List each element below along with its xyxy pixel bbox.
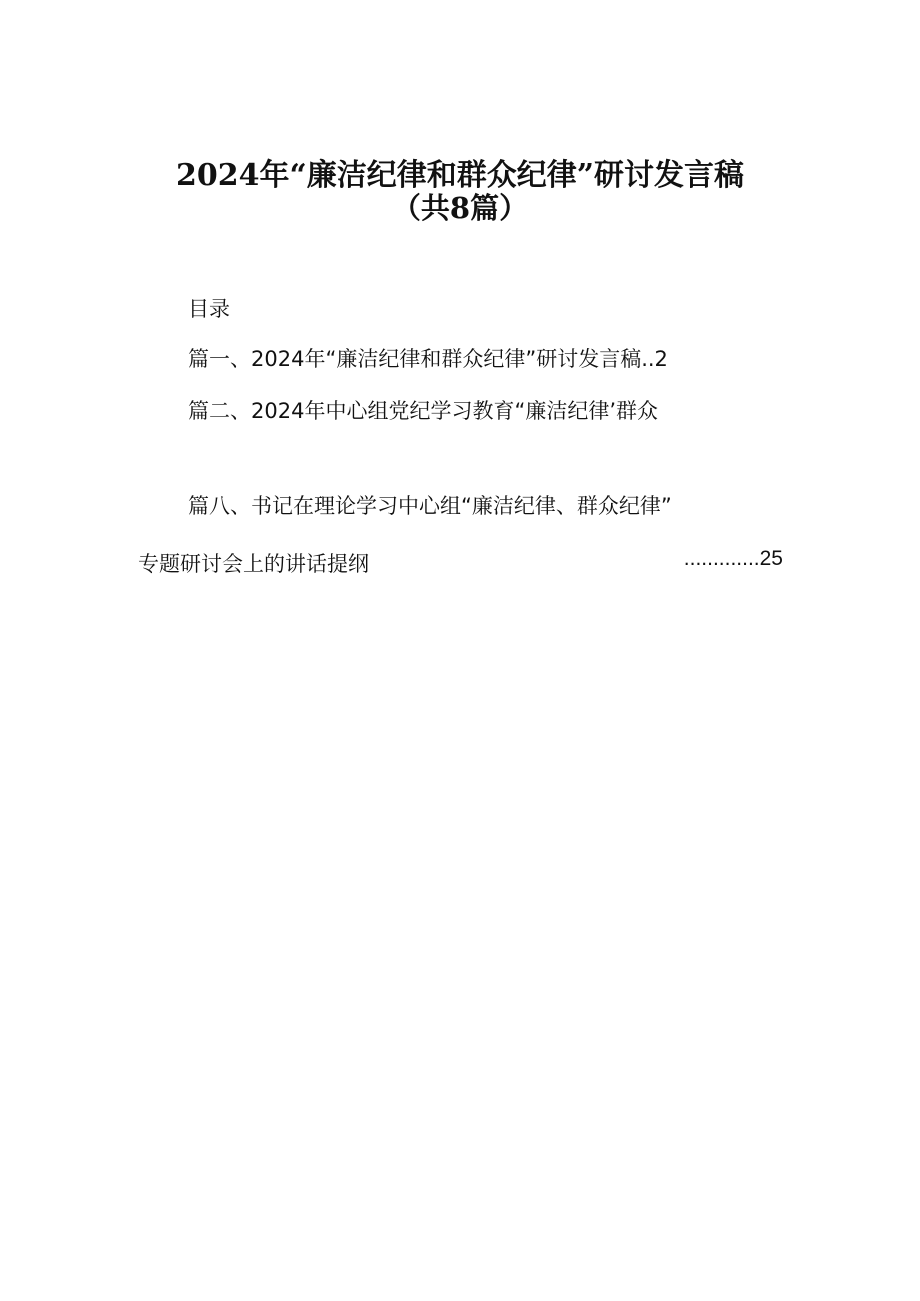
toc-entry-1[interactable]: 篇一、2024年“廉洁纪律和群众纪律”研讨发言稿..2 — [188, 347, 668, 371]
toc-entry-8-line-2[interactable]: 专题研讨会上的讲话提纲 — [138, 552, 369, 576]
toc-entry-8-line-1[interactable]: 篇八、书记在理论学习中心组“廉洁纪律、群众纪律” — [188, 494, 672, 518]
toc-heading: 目录 — [188, 297, 230, 321]
toc-entry-8-page-number[interactable]: .............25 — [683, 547, 783, 570]
document-title-line-2: （共8篇） — [391, 191, 529, 225]
toc-entry-2[interactable]: 篇二、2024年中心组党纪学习教育“廉洁纪律’群众 — [188, 399, 658, 423]
document-title-line-1: 2024年“廉洁纪律和群众纪律”研讨发言稿 — [175, 158, 744, 193]
